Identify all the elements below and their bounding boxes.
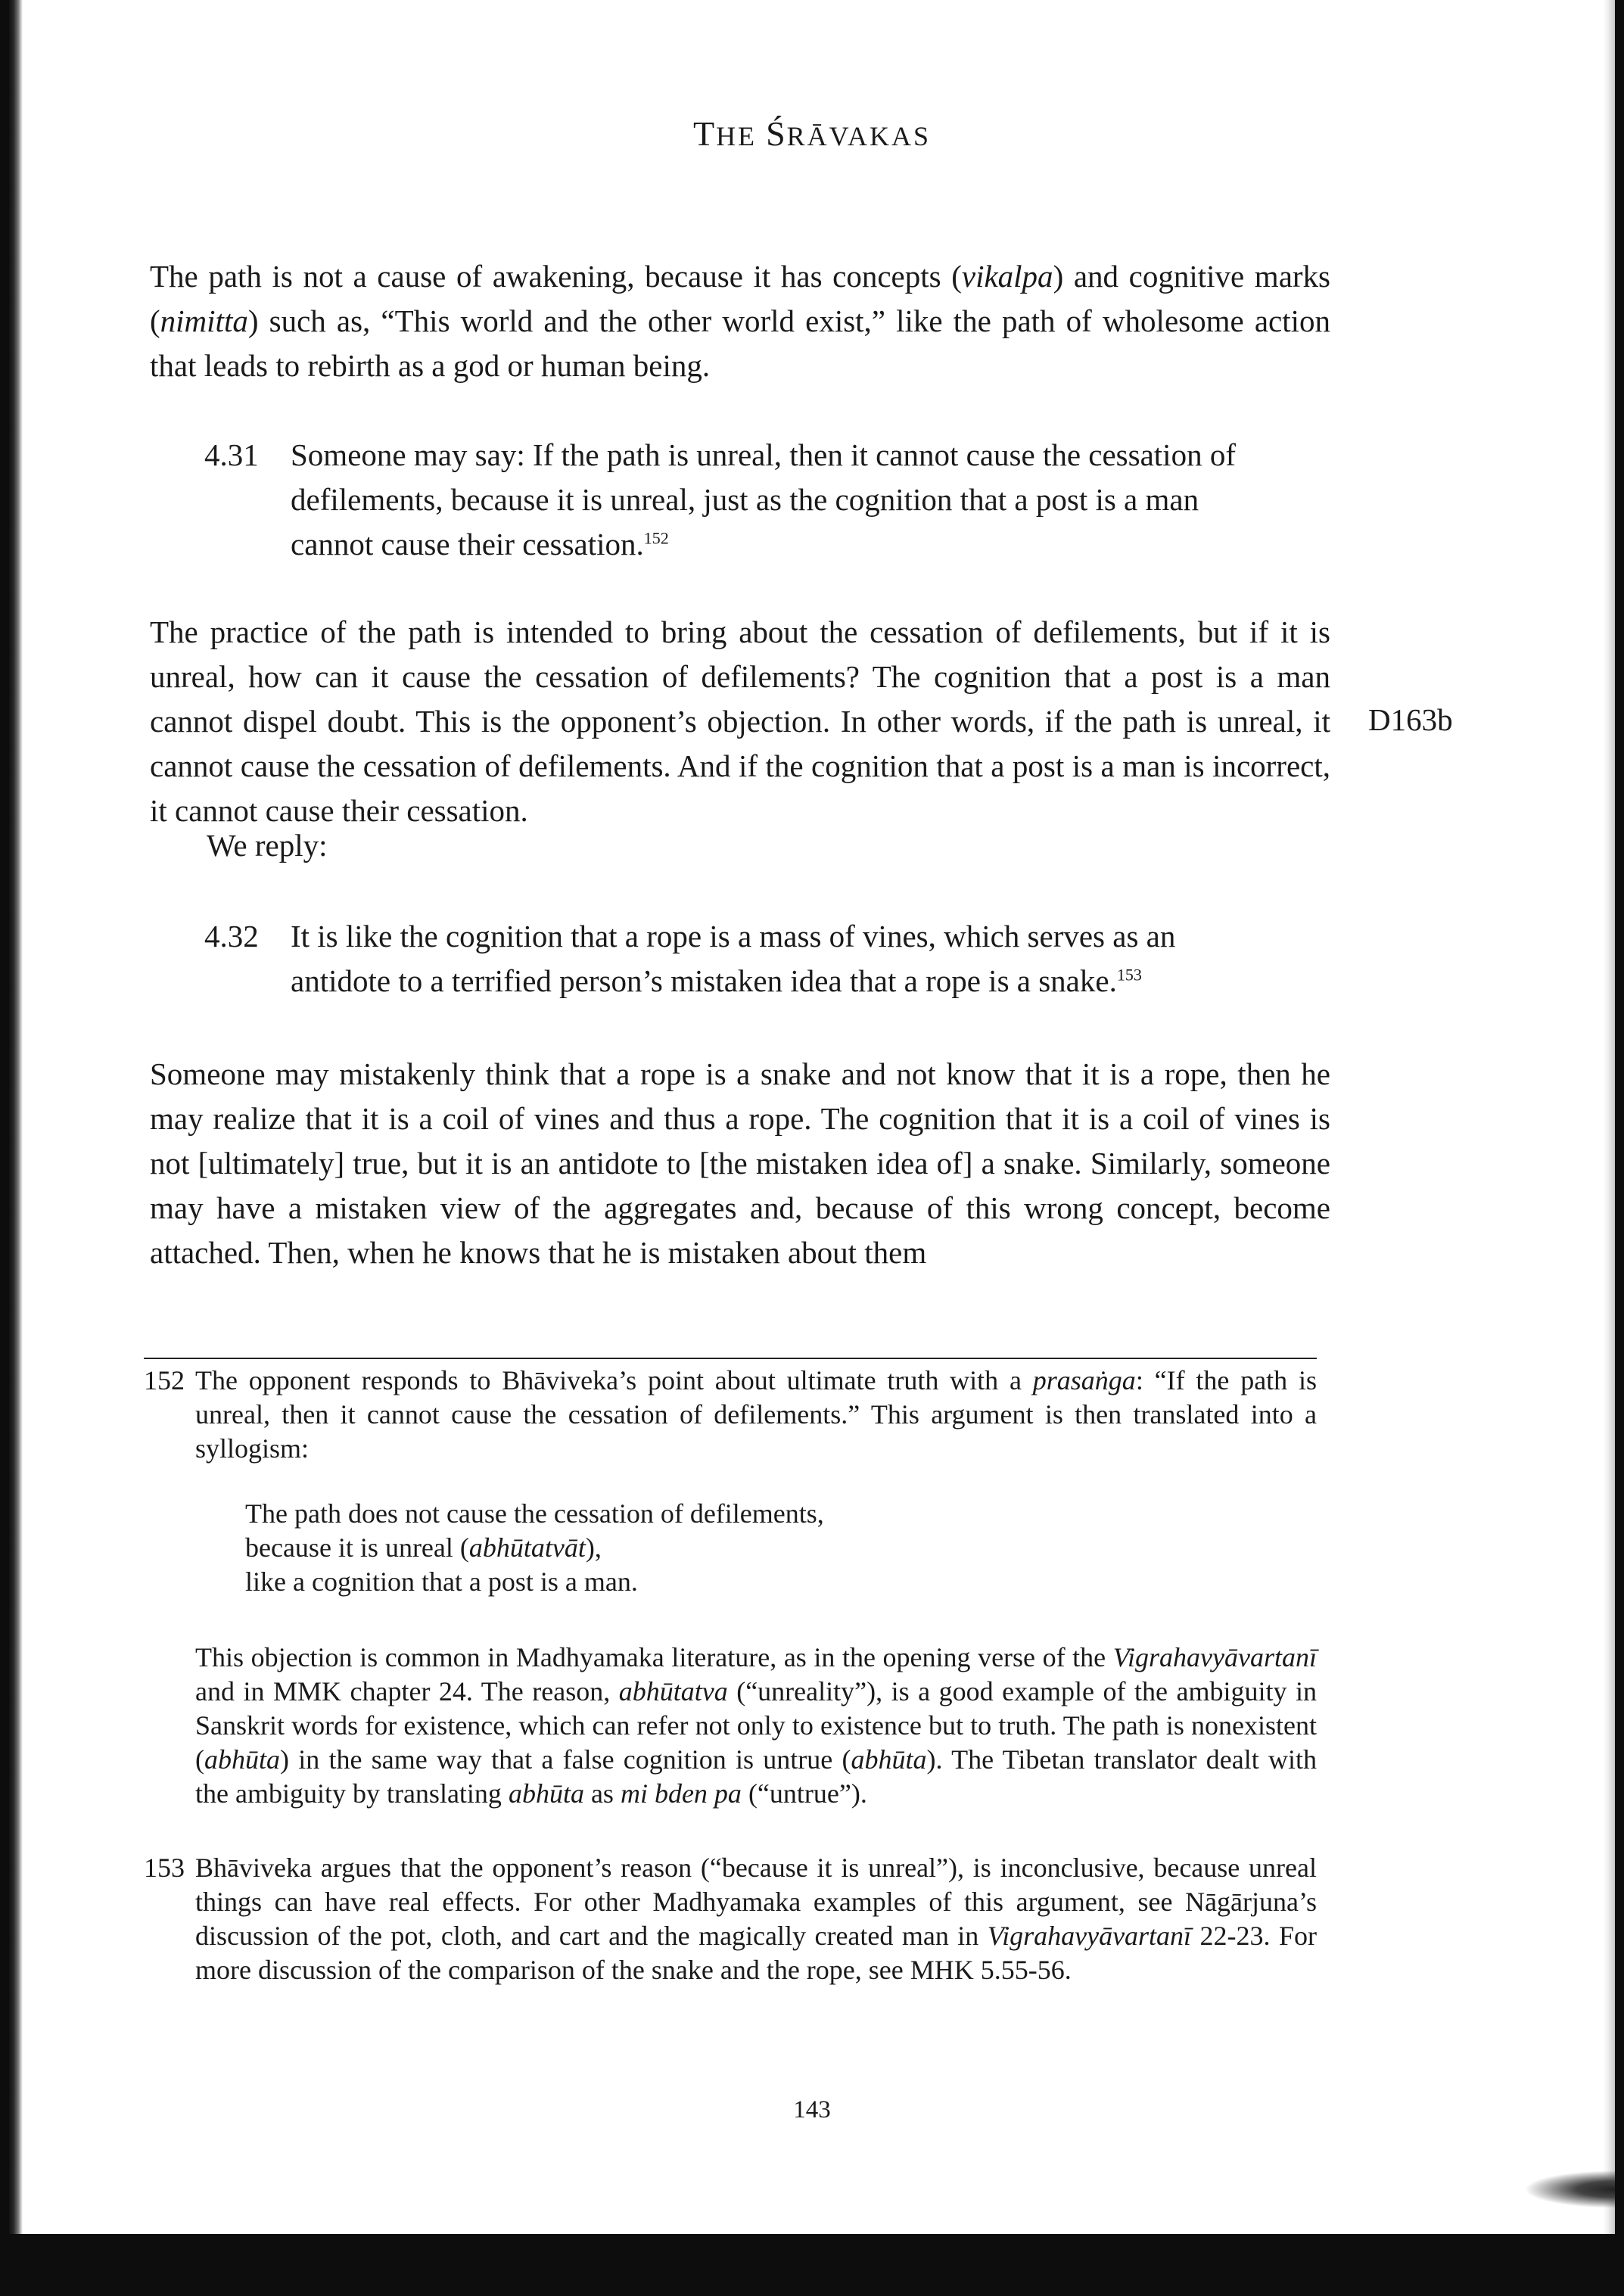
footnote-153 [144,1851,1317,1987]
footnote-number: 153 [144,1853,185,1883]
footnote-ref-152[interactable]: 152 [643,528,669,548]
verse-4-32 [204,914,1279,1003]
footnote-number: 152 [144,1365,185,1395]
margin-reference: D163b [1368,702,1453,737]
paragraph-path-not-cause: The path is not a cause of awakening, because it has concepts (vikalpa) and cognitive marks (nimitta) such as, “This world and the other world exist,” like the path of wholesome action that leads to rebirth as a god or human being. [150,259,1330,383]
syllogism-line: because it is unreal (abhūtatvāt), [245,1532,602,1563]
verse-text: It is like the cognition that a rope is a mass of vines, which serves as an antidote to a terrified person’s mistaken idea that a rope is a snake. [291,919,1176,998]
running-head: THE ŚRĀVAKAS [692,114,932,153]
verse-4-31 [204,433,1279,567]
footnote-text: The opponent responds to Bhāviveka’s point about ultimate truth with a prasaṅga: “If the path is unreal, then it cannot cause the cessation of defilements.” This argument is then translated into a syllogism: [195,1365,1317,1464]
paragraph-we-reply: We reply: [207,828,328,863]
footnote-text: This objection is common in Madhyamaka literature, as in the opening verse of the Vigrahavyāvartanī and in MMK chapter 24. The reason, abhūtatva (“unreality”), is a good example of the ambiguity in Sanskrit words for existence, which can refer not only to existence but to truth. The path is nonexistent (abhūta) in the same way that a false cognition is untrue (abhūta). The Tibetan translator dealt with the ambiguity by translating abhūta as mi bden pa (“untrue”). [195,1642,1317,1809]
footnote-rule [144,1358,1317,1359]
paragraph-opponent-objection: The practice of the path is intended to bring about the cessation of defilements, but if it is unreal, how can it cause the cessation of defilements? The cognition that a post is a man cannot dispel doubt. This is the opponent’s objection. In other words, if the path is unreal, it cannot cause the cessation of defilements. And if the cognition that a post is a man is incorrect, it cannot cause their cessation. [150,614,1330,828]
book-page [9,0,1615,2234]
verse-number: 4.31 [204,437,259,472]
verse-number: 4.32 [204,919,259,954]
syllogism [245,1497,1229,1599]
scan-right-shadow [1603,0,1615,2234]
paragraph-rope-snake: Someone may mistakenly think that a rope is a snake and not know that it is a rope, then he may realize that it is a coil of vines and thus a rope. The cognition that it is a coil of vines is not [ultimately] true, but it is an antidote to [the mistaken idea of] a snake. Similarly, someone may have a mistaken view of the aggregates and, because of this wrong concept, become attached. Then, when he knows that he is mistaken about them [150,1056,1330,1270]
page-number: 143 [793,2096,831,2123]
footnote-152-continued [144,1641,1317,1811]
scan-left-shadow [9,0,23,2234]
scan-corner-mark [1524,2170,1615,2208]
footnote-text: Bhāviveka argues that the opponent’s reason (“because it is unreal”), is inconclusive, because unreal things can have real effects. For other Madhyamaka examples of this argument, see Nāgārjuna’s discussion of the pot, cloth, and cart and the magically created man in Vigrahavyāvartanī 22-23. For more discussion of the comparison of the snake and the rope, see MHK 5.55-56. [195,1853,1317,1985]
footnote-ref-153[interactable]: 153 [1116,965,1142,985]
verse-text: Someone may say: If the path is unreal, then it cannot cause the cessation of defilements, because it is unreal, just as the cognition that a post is a man cannot cause their cessation. [291,437,1236,562]
syllogism-line: The path does not cause the cessation of defilements, [245,1498,824,1529]
syllogism-line: like a cognition that a post is a man. [245,1566,638,1597]
footnote-152 [144,1364,1317,1466]
